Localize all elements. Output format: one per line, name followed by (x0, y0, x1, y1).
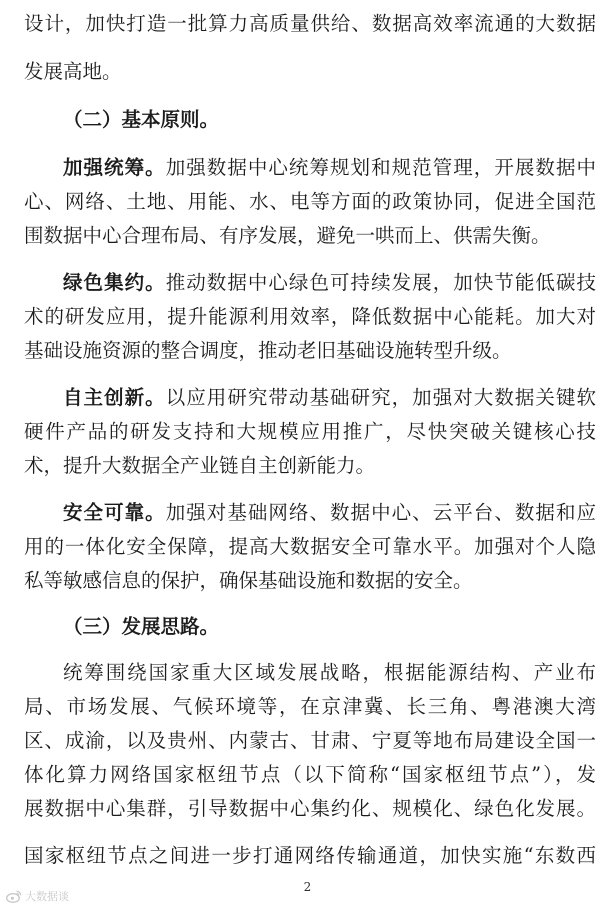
paragraph-line: 用的一体化安全保障，提高大数据安全可靠水平。加强对个人隐 (24, 535, 596, 558)
page-number: 2 (303, 880, 312, 894)
paragraph-line: 设计，加快打造一批算力高质量供给、数据高效率流通的大数据 (24, 12, 596, 35)
paragraph-line: 局、市场发展、气候环境等，在京津冀、长三角、粤港澳大湾 (24, 695, 596, 718)
paragraph-line (63, 270, 596, 296)
paragraph-line: 硬件产品的研发支持和大规模应用推广，尽快突破关键核心技 (24, 420, 596, 443)
paragraph-line (63, 500, 596, 526)
paragraph-line (63, 385, 596, 411)
paragraph-line: 私等敏感信息的保护，确保基础设施和数据的安全。 (24, 569, 473, 592)
paragraph-line: 发展高地。 (24, 60, 122, 83)
principle-title: 自主创新。 (63, 386, 166, 409)
principle-title: 安全可靠。 (63, 501, 166, 524)
section-heading: （三）发展思路。 (63, 615, 220, 638)
weibo-logo-icon (6, 889, 22, 903)
paragraph-line: 区、成渝，以及贵州、内蒙古、甘肃、宁夏等地布局建设全国一 (24, 729, 596, 752)
paragraph-line: 展数据中心集群，引导数据中心集约化、规模化、绿色化发展。 (24, 797, 596, 820)
paragraph-text: 加强数据中心统筹规划和规范管理，开展数据中 (165, 156, 596, 179)
paragraph-line: 术，提升大数据全产业链自主创新能力。 (24, 454, 376, 477)
paragraph-line: 心、网络、土地、用能、水、电等方面的政策协同，促进全国范 (24, 190, 596, 213)
principle-title: 加强统筹。 (63, 156, 166, 179)
paragraph-line: 统筹围绕国家重大区域发展战略，根据能源结构、产业布 (63, 661, 596, 684)
paragraph-text: 加强对基础网络、数据中心、云平台、数据和应 (165, 501, 596, 524)
paragraph-line: 国家枢纽节点之间进一步打通网络传输通道，加快实施“东数西 (24, 844, 596, 867)
paragraph-text: 以应用研究带动基础研究，加强对大数据关键软 (165, 386, 596, 409)
section-heading: （二）基本原则。 (63, 108, 220, 131)
paragraph-line: 术的研发应用，提升能源利用效率，降低数据中心能耗。加大对 (24, 305, 596, 328)
paragraph-line: 围数据中心合理布局、有序发展，避免一哄而上、供需失衡。 (24, 224, 551, 247)
paragraph-text: 推动数据中心绿色可持续发展，加快节能低碳技 (165, 271, 596, 294)
watermark-text: 大数据谈 (25, 890, 69, 903)
principle-title: 绿色集约。 (63, 271, 166, 294)
paragraph-line: 体化算力网络国家枢纽节点（以下简称“国家枢纽节点”），发 (24, 763, 596, 786)
paragraph-line (63, 155, 596, 181)
watermark (6, 888, 69, 904)
paragraph-line: 基础设施资源的整合调度，推动老旧基础设施转型升级。 (24, 339, 512, 362)
